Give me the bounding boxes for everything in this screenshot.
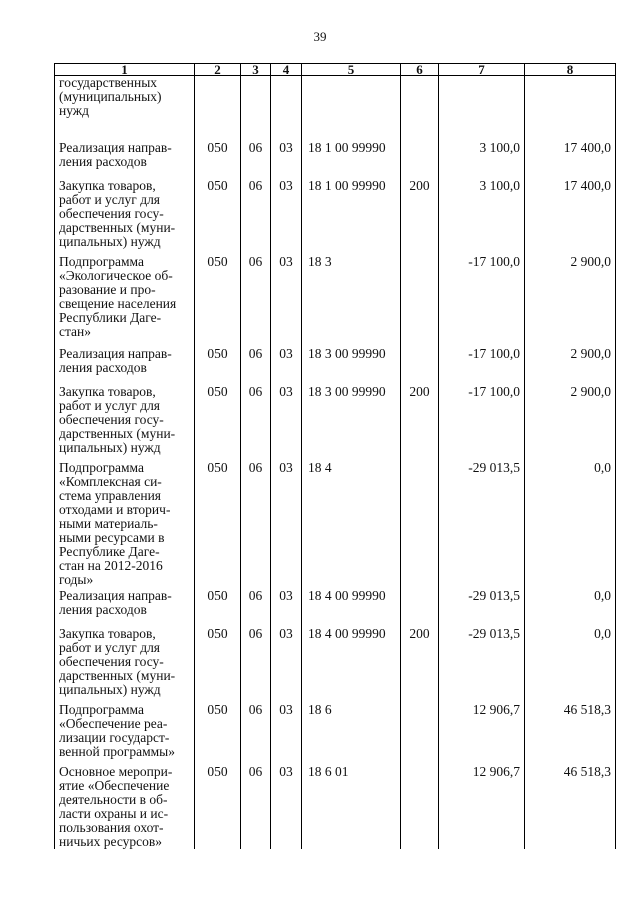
row-amount-change: -29 013,5 bbox=[439, 627, 525, 703]
row-section-code: 06 bbox=[241, 461, 271, 589]
row-target-article: 18 1 00 99990 bbox=[302, 141, 401, 179]
row-section-code: 06 bbox=[241, 141, 271, 179]
row-target-article: 18 4 00 99990 bbox=[302, 589, 401, 627]
row-amount-total: 0,0 bbox=[525, 627, 616, 703]
row-name: государственных (муниципальных) нужд bbox=[55, 76, 195, 141]
row-amount-total: 17 400,0 bbox=[525, 179, 616, 255]
row-name: Подпрограмма «Обеспечение реа- лизации государст- венной программы» bbox=[55, 703, 195, 765]
row-expense-type: 200 bbox=[401, 627, 439, 703]
row-ministry-code: 050 bbox=[195, 347, 241, 385]
row-amount-total: 0,0 bbox=[525, 461, 616, 589]
row-subsection-code bbox=[271, 76, 302, 141]
row-subsection-code: 03 bbox=[271, 255, 302, 347]
row-section-code: 06 bbox=[241, 703, 271, 765]
row-name: Реализация направ- ления расходов bbox=[55, 141, 195, 179]
row-amount-total: 2 900,0 bbox=[525, 347, 616, 385]
table-row bbox=[55, 703, 616, 765]
row-amount-change: 12 906,7 bbox=[439, 703, 525, 765]
table-row bbox=[55, 627, 616, 703]
row-amount-total: 2 900,0 bbox=[525, 385, 616, 461]
table-row bbox=[55, 461, 616, 589]
row-ministry-code: 050 bbox=[195, 765, 241, 849]
row-target-article: 18 4 00 99990 bbox=[302, 627, 401, 703]
row-subsection-code: 03 bbox=[271, 703, 302, 765]
row-amount-change: -29 013,5 bbox=[439, 461, 525, 589]
row-subsection-code: 03 bbox=[271, 385, 302, 461]
row-section-code: 06 bbox=[241, 589, 271, 627]
row-ministry-code: 050 bbox=[195, 179, 241, 255]
row-expense-type bbox=[401, 589, 439, 627]
row-expense-type bbox=[401, 76, 439, 141]
row-ministry-code: 050 bbox=[195, 627, 241, 703]
row-ministry-code: 050 bbox=[195, 589, 241, 627]
row-section-code: 06 bbox=[241, 627, 271, 703]
row-subsection-code: 03 bbox=[271, 461, 302, 589]
table-row bbox=[55, 76, 616, 141]
row-target-article: 18 3 00 99990 bbox=[302, 385, 401, 461]
row-amount-total: 17 400,0 bbox=[525, 141, 616, 179]
row-target-article: 18 4 bbox=[302, 461, 401, 589]
row-subsection-code: 03 bbox=[271, 179, 302, 255]
table-row bbox=[55, 141, 616, 179]
row-amount-total bbox=[525, 76, 616, 141]
row-section-code: 06 bbox=[241, 385, 271, 461]
column-header-5: 5 bbox=[302, 64, 401, 76]
row-name: Основное меропри- ятие «Обеспечение деятельности в об- ласти охраны и ис- пользования охот- ничьих ресурсов» bbox=[55, 765, 195, 849]
row-ministry-code: 050 bbox=[195, 385, 241, 461]
row-subsection-code: 03 bbox=[271, 589, 302, 627]
table-row bbox=[55, 255, 616, 347]
table-row bbox=[55, 179, 616, 255]
column-header-4: 4 bbox=[271, 64, 302, 76]
row-section-code: 06 bbox=[241, 347, 271, 385]
row-section-code: 06 bbox=[241, 255, 271, 347]
column-header-8: 8 bbox=[525, 64, 616, 76]
table-row bbox=[55, 347, 616, 385]
row-name: Реализация направ- ления расходов bbox=[55, 347, 195, 385]
row-name: Реализация направ- ления расходов bbox=[55, 589, 195, 627]
row-amount-change: 3 100,0 bbox=[439, 141, 525, 179]
row-amount-change: -17 100,0 bbox=[439, 385, 525, 461]
row-ministry-code: 050 bbox=[195, 703, 241, 765]
row-target-article: 18 3 00 99990 bbox=[302, 347, 401, 385]
row-amount-change: 3 100,0 bbox=[439, 179, 525, 255]
row-ministry-code: 050 bbox=[195, 141, 241, 179]
row-ministry-code bbox=[195, 76, 241, 141]
row-amount-total: 46 518,3 bbox=[525, 765, 616, 849]
row-target-article: 18 1 00 99990 bbox=[302, 179, 401, 255]
row-amount-change: -29 013,5 bbox=[439, 589, 525, 627]
row-expense-type bbox=[401, 347, 439, 385]
row-name: Закупка товаров, работ и услуг для обеспечения госу- дарственных (муни- ципальных) нужд bbox=[55, 627, 195, 703]
table-body bbox=[55, 76, 616, 849]
column-header-6: 6 bbox=[401, 64, 439, 76]
row-amount-total: 46 518,3 bbox=[525, 703, 616, 765]
row-name: Закупка товаров, работ и услуг для обеспечения госу- дарственных (муни- ципальных) нужд bbox=[55, 179, 195, 255]
column-header-1: 1 bbox=[55, 64, 195, 76]
budget-table bbox=[54, 63, 616, 849]
row-expense-type bbox=[401, 765, 439, 849]
row-amount-change: -17 100,0 bbox=[439, 347, 525, 385]
row-name: Подпрограмма «Экологическое об- разование и про- свещение населения Республики Даге- стан» bbox=[55, 255, 195, 347]
column-header-row bbox=[55, 64, 616, 76]
row-ministry-code: 050 bbox=[195, 461, 241, 589]
row-subsection-code: 03 bbox=[271, 765, 302, 849]
column-header-7: 7 bbox=[439, 64, 525, 76]
row-name: Подпрограмма «Комплексная си- стема управления отходами и вторич- ными материаль- ными ресурсами в Республике Даге- стан на 2012-2016 годы» bbox=[55, 461, 195, 589]
row-section-code: 06 bbox=[241, 765, 271, 849]
row-subsection-code: 03 bbox=[271, 347, 302, 385]
row-amount-change bbox=[439, 76, 525, 141]
row-target-article: 18 3 bbox=[302, 255, 401, 347]
row-amount-change: -17 100,0 bbox=[439, 255, 525, 347]
row-expense-type bbox=[401, 461, 439, 589]
row-amount-total: 0,0 bbox=[525, 589, 616, 627]
table-row bbox=[55, 765, 616, 849]
row-target-article bbox=[302, 76, 401, 141]
table-row bbox=[55, 589, 616, 627]
table-row bbox=[55, 385, 616, 461]
column-header-3: 3 bbox=[241, 64, 271, 76]
row-name: Закупка товаров, работ и услуг для обеспечения госу- дарственных (муни- ципальных) нужд bbox=[55, 385, 195, 461]
row-expense-type: 200 bbox=[401, 385, 439, 461]
row-amount-total: 2 900,0 bbox=[525, 255, 616, 347]
row-subsection-code: 03 bbox=[271, 627, 302, 703]
row-expense-type: 200 bbox=[401, 179, 439, 255]
row-subsection-code: 03 bbox=[271, 141, 302, 179]
column-header-2: 2 bbox=[195, 64, 241, 76]
row-target-article: 18 6 01 bbox=[302, 765, 401, 849]
page-number: 39 bbox=[313, 29, 327, 44]
row-expense-type bbox=[401, 255, 439, 347]
row-section-code: 06 bbox=[241, 179, 271, 255]
row-amount-change: 12 906,7 bbox=[439, 765, 525, 849]
row-target-article: 18 6 bbox=[302, 703, 401, 765]
row-expense-type bbox=[401, 703, 439, 765]
row-section-code bbox=[241, 76, 271, 141]
row-expense-type bbox=[401, 141, 439, 179]
row-ministry-code: 050 bbox=[195, 255, 241, 347]
